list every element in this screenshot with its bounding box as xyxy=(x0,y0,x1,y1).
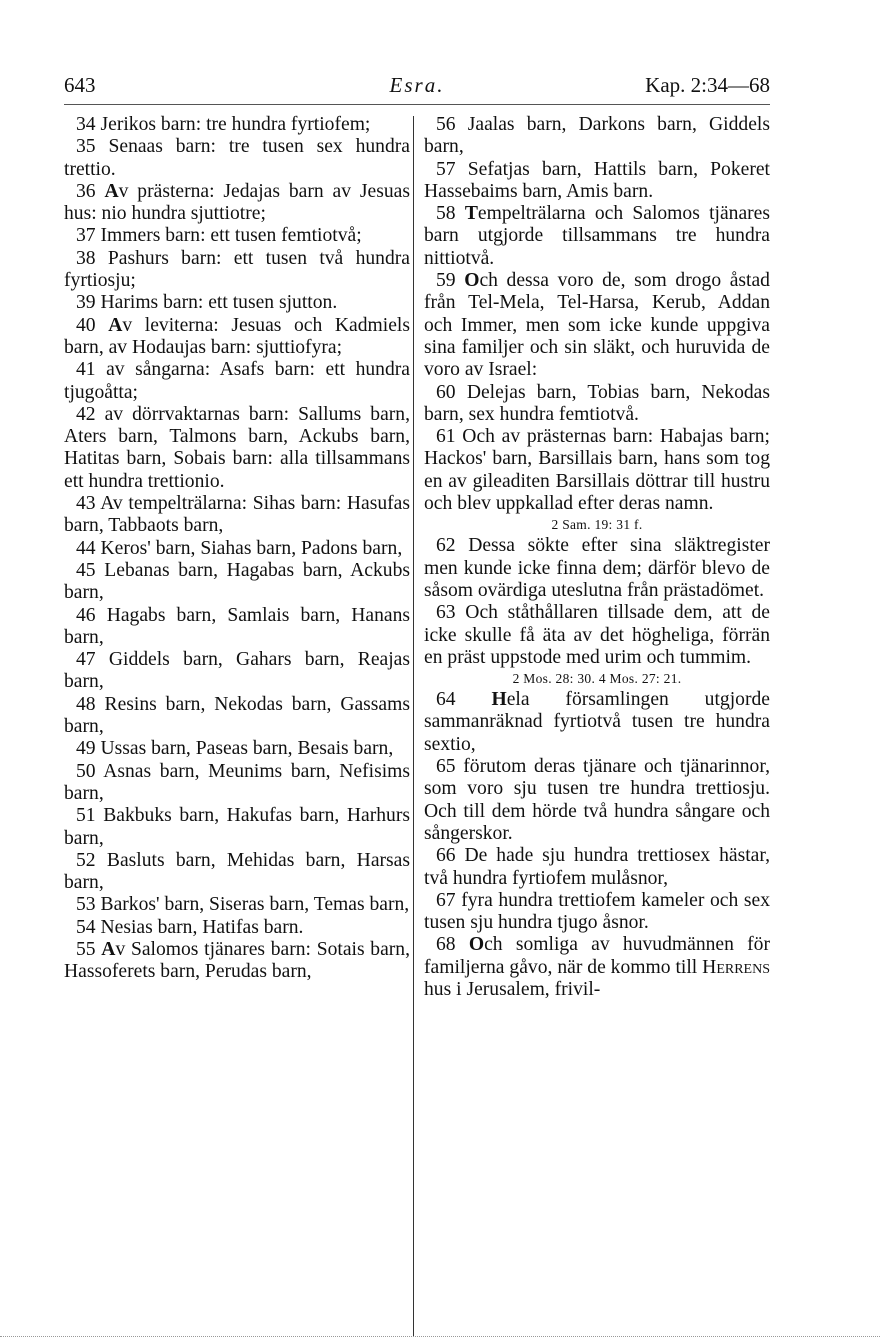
verse-number: 35 xyxy=(76,136,96,158)
verse-number: 63 xyxy=(436,602,456,624)
verse-number: 46 xyxy=(76,604,96,626)
section-initial: A xyxy=(104,180,119,202)
verse-text: Och av prästernas barn: Habajas barn; Hackos' barn, Barsillais barn, hans som tog en av gileaditen Barsillais döttrar till hustru och blev uppkallad efter deras namn. xyxy=(424,426,770,515)
verse-59 xyxy=(424,270,770,381)
verse-38 xyxy=(64,248,410,293)
verse-number: 49 xyxy=(76,738,96,760)
verse-60 xyxy=(424,382,770,427)
verse-text: Av tempelträlarna: Sihas barn: Hasufas barn, Tabbaots barn, xyxy=(64,493,410,537)
verse-text: förutom deras tjänare och tjänarinnor, som voro sju tusen tre hundra trettiosju. Och till dem hörde två hundra sångare och sångerskor. xyxy=(424,756,770,844)
verse-64 xyxy=(424,689,770,756)
verse-text: ela församlingen utgjorde sammanräknad fyrtiotvå tusen tre hundra sextio, xyxy=(424,689,770,755)
verse-text: v Salomos tjänares barn: Sotais barn, Hassoferets barn, Perudas barn, xyxy=(64,938,410,983)
verse-number: 43 xyxy=(76,493,96,515)
verse-text: Hagabs barn, Samlais barn, Hanans barn, xyxy=(64,604,411,648)
verse-text: Senaas barn: tre tusen sex hundra trettio. xyxy=(64,136,410,180)
verse-54 xyxy=(64,917,410,939)
verse-52 xyxy=(64,850,410,895)
page-number: 643 xyxy=(64,73,96,97)
verse-35 xyxy=(64,136,410,181)
cross-reference: 2 Mos. 28: 30. 4 Mos. 27: 21. xyxy=(512,671,682,687)
verse-40 xyxy=(64,315,410,360)
verse-number: 50 xyxy=(76,760,96,782)
running-header xyxy=(64,68,770,102)
verse-number: 45 xyxy=(76,559,96,581)
verse-text: Barkos' barn, Siseras barn, Temas barn, xyxy=(100,894,410,916)
verse-57 xyxy=(424,159,770,204)
verse-text: ch somliga av huvudmännen för familjerna gåvo, när de kommo till xyxy=(424,934,771,978)
verse-number: 38 xyxy=(76,247,96,269)
verse-number: 55 xyxy=(76,938,96,960)
verse-58 xyxy=(424,203,770,270)
verse-number: 53 xyxy=(76,894,96,916)
verse-67 xyxy=(424,890,770,935)
verse-51 xyxy=(64,805,410,850)
verse-text: v leviterna: Jesuas och Kadmiels barn, av Hodaujas barn: sjuttiofyra; xyxy=(64,314,410,358)
verse-text: Resins barn, Nekodas barn, Gassams barn, xyxy=(64,693,410,738)
left-column xyxy=(64,114,410,984)
verse-68 xyxy=(424,934,770,1001)
verse-36 xyxy=(64,181,410,226)
verse-number: 47 xyxy=(76,649,96,671)
verse-number: 36 xyxy=(76,180,96,202)
verse-number: 39 xyxy=(76,292,96,314)
verse-text: Bakbuks barn, Hakufas barn, Harhurs barn, xyxy=(64,805,410,849)
verse-text: v prästerna: Jedajas barn av Jesuas hus: nio hundra sjuttiotre; xyxy=(64,180,410,225)
book-title: Esra. xyxy=(389,73,445,97)
verse-number: 60 xyxy=(436,381,456,403)
verse-text: hus i Jerusalem, frivil- xyxy=(424,978,601,1000)
verse-number: 66 xyxy=(436,845,456,867)
verse-number: 54 xyxy=(76,916,96,938)
verse-66 xyxy=(424,845,770,890)
verse-text: Immers barn: ett tusen femtiotvå; xyxy=(100,225,362,247)
verse-61 xyxy=(424,426,770,515)
verse-34 xyxy=(64,114,410,136)
column-divider xyxy=(413,116,414,1336)
verse-text: av dörrvaktarnas barn: Sallums barn, Aters barn, Talmons barn, Ackubs barn, Hatitas barn, Sobais barn: alla tillsammans ett hundra trettionio. xyxy=(64,403,410,492)
verse-text: Jaalas barn, Darkons barn, Giddels barn, xyxy=(424,114,770,158)
verse-39 xyxy=(64,292,410,314)
section-initial: T xyxy=(464,203,478,225)
verse-number: 68 xyxy=(436,934,456,956)
verse-number: 44 xyxy=(76,537,96,559)
verse-number: 58 xyxy=(436,203,456,225)
verse-number: 64 xyxy=(436,689,456,711)
verse-text: Nesias barn, Hatifas barn. xyxy=(100,916,304,938)
verse-62 xyxy=(424,535,770,602)
section-initial: O xyxy=(464,270,480,292)
verse-text: Och ståthållaren tillsade dem, att de icke skulle få äta av det högheliga, förrän en präst uppstode med urim och tummim. xyxy=(424,602,770,668)
divine-name: Herrens xyxy=(702,956,770,978)
section-initial: A xyxy=(101,938,116,960)
verse-number: 51 xyxy=(76,805,96,827)
verse-63 xyxy=(424,602,770,669)
verse-text: Asnas barn, Meunims barn, Nefisims barn, xyxy=(64,760,411,804)
verse-number: 34 xyxy=(76,114,96,135)
verse-number: 56 xyxy=(436,114,456,135)
verse-text: Lebanas barn, Hagabas barn, Ackubs barn, xyxy=(64,559,410,604)
verse-47 xyxy=(64,649,410,694)
verse-number: 67 xyxy=(436,889,456,911)
verse-41 xyxy=(64,359,410,404)
chapter-reference: Kap. 2:34—68 xyxy=(645,73,770,97)
section-initial: O xyxy=(468,934,485,956)
verse-number: 59 xyxy=(436,270,456,292)
verse-text: Delejas barn, Tobias barn, Nekodas barn, sex hundra femtiotvå. xyxy=(424,381,770,425)
verse-48 xyxy=(64,694,410,739)
verse-number: 52 xyxy=(76,849,96,871)
verse-text: empelträlarna och Salomos tjänares barn utgjorde tillsammans tre hundra nittiotvå. xyxy=(424,203,770,269)
verse-53 xyxy=(64,894,410,916)
verse-text: ch dessa voro de, som drogo åstad från Tel-Mela, Tel-Harsa, Kerub, Addan och Immer, men som icke kunde uppgiva sina familjer och sin släkt, och huruvida de voro av Israel: xyxy=(424,270,770,381)
verse-45 xyxy=(64,560,410,605)
verse-number: 57 xyxy=(436,158,456,180)
verse-number: 42 xyxy=(76,403,96,425)
verse-text: fyra hundra trettiofem kameler och sex tusen sju hundra tjugo åsnor. xyxy=(424,889,770,934)
verse-number: 37 xyxy=(76,225,96,247)
verse-text: Pashurs barn: ett tusen två hundra fyrtiosju; xyxy=(64,247,410,292)
verse-number: 61 xyxy=(436,426,456,448)
verse-text: Dessa sökte efter sina släktregister men kunde icke finna dem; därför blevo de såsom ovärdiga uteslutna från prästadömet. xyxy=(424,535,770,601)
verse-42 xyxy=(64,404,410,493)
verse-46 xyxy=(64,605,410,650)
verse-55 xyxy=(64,939,410,984)
verse-number: 62 xyxy=(436,535,456,557)
page-bottom-edge xyxy=(0,1336,880,1337)
verse-50 xyxy=(64,761,410,806)
verse-43 xyxy=(64,493,410,538)
verse-44 xyxy=(64,538,410,560)
verse-49 xyxy=(64,738,410,760)
verse-text: Jerikos barn: tre hundra fyrtiofem; xyxy=(100,114,371,135)
verse-text: Giddels barn, Gahars barn, Reajas barn, xyxy=(64,649,410,693)
header-rule xyxy=(64,104,770,105)
section-initial: H xyxy=(491,689,507,711)
verse-number: 65 xyxy=(436,756,456,778)
verse-number: 40 xyxy=(76,314,96,336)
verse-text: av sångarna: Asafs barn: ett hundra tjugoåtta; xyxy=(64,359,410,403)
verse-text: Harims barn: ett tusen sjutton. xyxy=(100,292,338,314)
verse-text: De hade sju hundra trettiosex hästar, två hundra fyrtiofem mulåsnor, xyxy=(424,845,770,889)
verse-number: 48 xyxy=(76,693,96,715)
verse-65 xyxy=(424,756,770,845)
verse-text: Basluts barn, Mehidas barn, Harsas barn, xyxy=(64,849,410,894)
section-initial: A xyxy=(108,314,123,336)
cross-reference: 2 Sam. 19: 31 f. xyxy=(551,517,643,533)
verse-text: Ussas barn, Paseas barn, Besais barn, xyxy=(100,738,394,760)
verse-number: 41 xyxy=(76,359,96,381)
verse-56 xyxy=(424,114,770,159)
verse-37 xyxy=(64,225,410,247)
verse-text: Keros' barn, Siahas barn, Padons barn, xyxy=(100,537,403,559)
right-column xyxy=(424,114,770,1001)
verse-text: Sefatjas barn, Hattils barn, Pokeret Hassebaims barn, Amis barn. xyxy=(424,158,770,202)
